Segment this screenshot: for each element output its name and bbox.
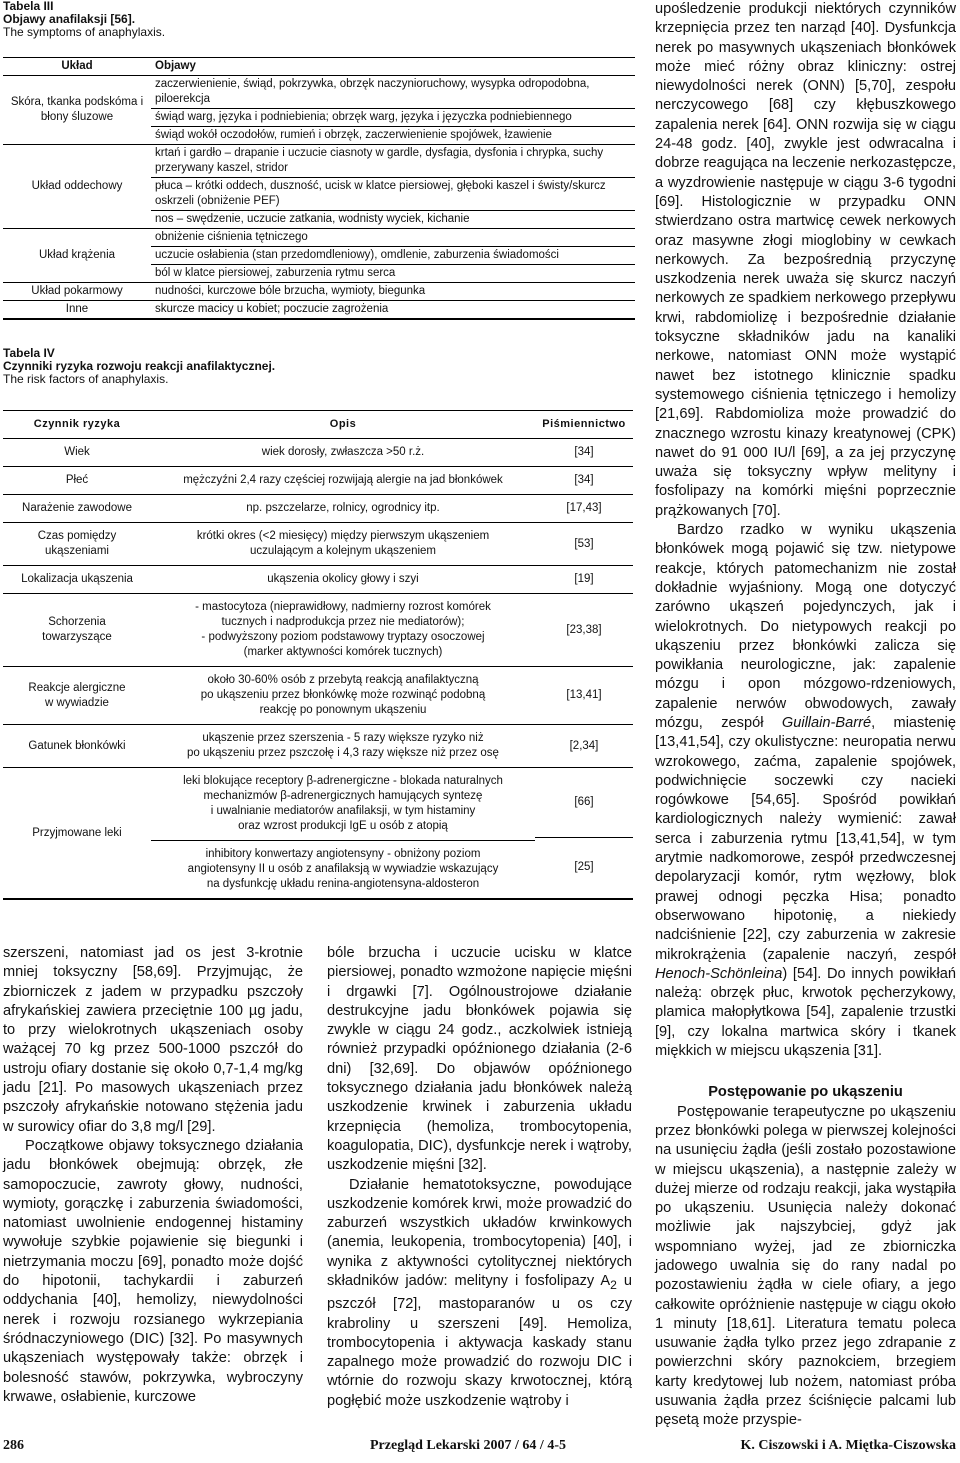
table3-system: Układ krążenia xyxy=(3,229,151,283)
table4-factor: Lokalizacja ukąszenia xyxy=(3,566,151,594)
paragraph: upośledzenie produkcji niektórych czynników krzepnięcia przez ten narząd [40]. Dysfunkcja nerek po masywnych ukąszeniach błonkówek może mieć różny obraz kliniczny: ostrej niewydolności nerek (ONN) [5,70], zespołu nerczycowego [68] czy kłębuszkowego zapalenia nerek [64]. ONN rozwija się w ciągu 24-48 godz. [40], zwykle jest odwracalna i dobrze reagująca na leczenie nerkozastępcze, a wyzdrowienie następuje w ciągu 3-6 tygodni [69]. Histologicznie w przypadku ONN stwierdzano ostra martwicę cewek nerkowych oraz masywne złogi mioglobiny w cewkach nerkowych. Za bezpośrednią przyczynę uszkodzenia nerek uważa się skurcz naczyń nerkowych ze spadkiem nerkowego przepływu krwi, rabdomiolizę i bezpośrednie działanie toksyczne składników jadu na kanaliki nerkowe, natomiast ONN może wystąpić nawet bez istotnego klinicznie spadku systemowego ciśnienia tętniczego i hemolizy [21,69]. Rabdomioliza może prowadzić do znacznego wzrostu kinazy kreatynowej (CPK) nawet do 91 000 IU/l [69], a za jej przyczynę uważa się toksyczny wpływ melityny i fosfolipazy na komórki mięśni poprzecznie prążkowanych [70]. xyxy=(655,1,956,519)
body-column-left xyxy=(3,944,303,1407)
italic-term: Henoch-Schönleina xyxy=(655,965,783,982)
paragraph: bóle brzucha i uczucie ucisku w klatce piersiowej, ponadto wzmożone napięcie mięśni i drgawki [7]. Ogólnoustrojowe działanie destrukcyjne jadu błonkówek pojawia się zwykle w ciągu 24 godz., aczkolwiek istnieją również przypadki opóźnionego działania (2-6 dni) [32,69]. Do objawów opóźnionego toksycznego działania jadu błonkówek należą uszkodzenie krwinek i zaburzenia układu krzepnięcia (hemoliza, trombocytopenia, koagulopatia, DIC), dysfunkcje nerek i wątroby, uszkodzenie mięśni [32]. xyxy=(327,945,632,1174)
table3-caption xyxy=(3,0,165,39)
table4-desc: leki blokujące receptory β-adrenergiczne - blokada naturalnych mechanizmów β-adrenergicznych hamujących syntezę i uwalnianie mediatorów anafilaksji, w tym histaminy oraz wzrost produkcji IgE u osób z atopią xyxy=(151,768,535,841)
table4-ref: [23,38] xyxy=(535,594,633,667)
table4-header-factor: Czynnik ryzyka xyxy=(3,411,151,439)
table4-caption xyxy=(3,347,275,386)
table4-ref: [66] xyxy=(535,769,633,838)
table3-symptom: uczucie osłabienia (stan przedomdleniowy), omdlenie, zaburzenia świadomości xyxy=(151,247,635,265)
table3-symptom: krtań i gardło – drapanie i uczucie ciasnoty w gardle, dysfagia, dysfonia i chrypka, suchy przerywany kaszel, stridor xyxy=(151,145,635,178)
table3-symptom: nos – swędzenie, uczucie zatkania, wodnisty wyciek, kichanie xyxy=(151,211,635,229)
body-column-middle xyxy=(327,944,632,1411)
table3-header-system: Układ xyxy=(3,58,151,76)
table3-symptom: świąd wokół oczodołów, rumień i obrzęk, zaczerwienienie spojówek, łzawienie xyxy=(151,127,635,145)
table3-title: Objawy anafilaksji [56]. xyxy=(3,12,136,26)
table4-factor: Narażenie zawodowe xyxy=(3,495,151,523)
table4 xyxy=(3,410,633,900)
text-run: u pszczół [72], mastoparanów u os czy krabroliny u szerszeni [49]. Hemoliza, trombocytopenia i aktywacja kaskady stanu zapalnego może prowadzić do rozwoju DIC i wtórnie do rozwoju skazy krwotocznej, którą pogłębić może uszkodzenie wątroby i xyxy=(327,1273,633,1409)
table4-ref: [2,34] xyxy=(535,725,633,768)
table3-header-symptoms: Objawy xyxy=(151,58,635,76)
table3-system: Układ oddechowy xyxy=(3,145,151,229)
table4-desc-cell xyxy=(151,768,535,900)
table4-desc: - mastocytoza (nieprawidłowy, nadmierny rozrost komórek tucznych i nadprodukcja przez nie mediatorów); - podwyższony poziom podstawowy tryptazy osoczowej (marker aktywności komórek tucznych) xyxy=(151,594,535,667)
text-run: Działanie hematotoksyczne, powodujące uszkodzenie komórek krwi, może prowadzić do zaburzeń wszystkich układów krwinkowych (anemia, leukopenia, trombocytopenia) [40], i wynika z aktywności cytolitycznej niektórych składników jadów: melityny i fosfolipazy A xyxy=(327,1176,632,1290)
table3-subtitle: The symptoms of anaphylaxis. xyxy=(3,25,166,39)
table4-factor: Czas pomiędzy ukąszeniami xyxy=(3,523,151,566)
table3-symptom: ból w klatce piersiowej, zaburzenia rytmu serca xyxy=(151,265,635,283)
table3-symptom: skurcze macicy u kobiet; poczucie zagrożenia xyxy=(151,301,635,320)
table4-desc: mężczyźni 2,4 razy częściej rozwijają alergie na jad błonkówek xyxy=(151,467,535,495)
text-run: , miastenię [13,41,54], czy okulistyczne: neuropatia nerwu wzrokowego, zaćma, zapalenie spojówek, podwichnięcie soczewki czy nacieki rogówkowe [54,65]. Spośród powikłań kardiologicznych należy wymienić: zawał serca i zaburzenia rytmu [13,41,54], w tym arytmie nadkomorowe, zespół przedwczesnej depolaryzacji komór, rytm węzłowy, blok prawej odnogi pęczka Hisa; ponadto obserwowano hipotonię, a niekiedy nadciśnienie [22], czy zaburzenia w zakresie mikrokrążenia (zapalenie naczyń, zespół xyxy=(655,714,956,963)
table4-factor: Schorzenia towarzyszące xyxy=(3,594,151,667)
table4-ref: [34] xyxy=(535,467,633,495)
table3-symptom: płuca – krótki oddech, duszność, ucisk w klatce piersiowej, głęboki kaszel i świsty/skurcz oskrzeli (obniżenie PEF) xyxy=(151,178,635,211)
table4-desc: inhibitory konwertazy angiotensyny - obniżony poziom angiotensyny II u osób z anafilaksją w wywiadzie wskazujący na dysfunkcję układu renina-angiotensyna-aldosteron xyxy=(187,848,499,890)
table4-factor: Gatunek błonkówki xyxy=(3,725,151,768)
table3-system: Układ pokarmowy xyxy=(3,283,151,301)
table4-factor: Reakcje alergiczne w wywiadzie xyxy=(3,667,151,725)
body-column-right xyxy=(655,0,956,1431)
authors: K. Ciszowski i A. Miętka-Ciszowska xyxy=(740,1438,956,1453)
table4-ref: [17,43] xyxy=(535,495,633,523)
text-run: ) [54]. Do innych powikłań należą: obrzęk płuc, krwotok pęcherzykowy, plamica małopłytkowa [54], zapalenie trzustki [9], czy lokalna martwica skóry i tkanek miękkich w miejscu ukąszenia [31]. xyxy=(655,965,956,1060)
table3-label: Tabela III xyxy=(3,0,54,13)
table3-symptom: obniżenie ciśnienia tętniczego xyxy=(151,229,635,247)
table3-symptom: świąd warg, języka i podniebienia; obrzęk warg, języka i języczka podniebiennego xyxy=(151,109,635,127)
table4-desc: ukąszenie przez szerszenia - 5 razy większe ryzyko niż po ukąszeniu przez pszczołę i 4,3 razy większe niż przez osę xyxy=(151,725,535,768)
table3-system: Inne xyxy=(3,301,151,320)
table4-ref-cell xyxy=(535,768,633,900)
table4-desc: około 30-60% osób z przebytą reakcją anafilaktyczną po ukąszeniu przez błonkówkę może rozwinąć podobną reakcję po ponownym ukąszeniu xyxy=(151,667,535,725)
paragraph xyxy=(655,521,956,1061)
table4-subtitle: The risk factors of anaphylaxis. xyxy=(3,372,169,386)
table4-ref: [53] xyxy=(535,523,633,566)
paragraph xyxy=(327,1176,632,1411)
table3-system: Skóra, tkanka podskóma i błony śluzowe xyxy=(3,76,151,145)
table4-factor: Przyjmowane leki xyxy=(3,768,151,900)
text-run: Bardzo rzadko w wyniku ukąszenia błonkówek mogą pojawić się tzw. nietypowe reakcje, których patomechanizm nie został dokładnie wyjaśniony. Mogą one dotyczyć zarówno ukąszeń pojedynczych, jak i wielokrotnych. Do nietypowych reakcji po ukąszeniu przez błonkówki zalicza się powikłania neurologiczne, jak: zapalenie mózgu i opon mózgowo-rdzeniowych, zapalenie nerwów obwodowych, zawały mózgu, zespół xyxy=(655,522,956,731)
table3-symptom: zaczerwienienie, świąd, pokrzywka, obrzęk naczynioruchowy, wysypka odropodobna, piloerekcja xyxy=(151,76,635,109)
table4-ref: [19] xyxy=(535,566,633,594)
table4-ref: [34] xyxy=(535,439,633,467)
table4-desc: np. pszczelarze, rolnicy, ogrodnicy itp. xyxy=(151,495,535,523)
table4-desc: ukąszenia okolicy głowy i szyi xyxy=(151,566,535,594)
table3 xyxy=(3,57,635,320)
table4-factor: Płeć xyxy=(3,467,151,495)
table3-symptom: nudności, kurczowe bóle brzucha, wymioty, biegunka xyxy=(151,283,635,301)
journal-name: Przegląd Lekarski 2007 / 64 / 4-5 xyxy=(370,1438,566,1453)
italic-term: Guillain-Barré xyxy=(781,714,872,731)
section-heading: Postępowanie po ukąszeniu xyxy=(708,1084,903,1101)
table4-ref: [13,41] xyxy=(535,667,633,725)
table4-factor: Wiek xyxy=(3,439,151,467)
page-number: 286 xyxy=(3,1438,24,1453)
table4-label: Tabela IV xyxy=(3,346,55,360)
table4-header-ref: Piśmiennictwo xyxy=(535,411,633,439)
table4-title: Czynniki ryzyka rozwoju reakcji anafilaktycznej. xyxy=(3,359,276,373)
paragraph: Początkowe objawy toksycznego działania jadu błonkówek obejmują: obrzęk, złe samopoczucie, zawroty głowy, nudności, wymioty, gorączkę i zaburzenia świadomości, natomiast uwolnienie endogennej histaminy wywołuje szybkie pojawienie się biegunki i nietrzymania moczu [69], ponadto może dojść do hipotonii, tachykardii i zaburzeń oddychania [40], hemolizy, niewydolności nerek i rozwoju rozsianego wykrzepiania śródnaczyniowego (DIC) [32]. Po masywnych ukąszeniach występowały także: obrzęk i bolesność stawów, pokrzywka, wybroczyny krwawe, osłabienie, kurczowe xyxy=(3,1137,303,1405)
subscript: 2 xyxy=(610,1277,617,1292)
paragraph: Postępowanie terapeutyczne po ukąszeniu przez błonkówki polega w pierwszej kolejności na usunięciu żądła (jeśli zostało pozostawione w miejscu ukąszenia), a następnie zależy w dużej mierze od rodzaju reakcji, jaka wystąpiła po ukąszeniu. Usunięcia należy dokonać możliwie jak najszybciej, gdyż jak wspomniano wyżej, jad ze zbiorniczka jadowego uwalnia się do rany nadal po pozostawieniu żądła w ciele ofiary, a jego całkowite opróżnienie następuje w ciągu około 1 minuty [18,61]. Literatura tematu poleca usuwanie żądła tylko przez jego zdrapanie z powierzchni skóry paznokciem, brzegiem karty kredytowej lub nożem, natomiast próba usuwania żądła przez ściśnięcie palcami lub pęsetą może przyspie- xyxy=(655,1103,956,1429)
table4-desc: krótki okres (<2 miesięcy) między pierwszym ukąszeniem uczulającym a kolejnym ukąszeniem xyxy=(151,523,535,566)
paragraph: szerszeni, natomiast jad os jest 3-krotnie mniej toksyczny [58,69]. Przyjmując, że zbiorniczek z jadem w przypadku pszczoły afrykańskiej zawiera przeciętnie 100 µg jadu, to przy wielokrotnych ukąszeniach osoby ważącej 70 kg przez 500-1000 pszczół do ustroju ofiary dostanie się około 0,7-1,4 mg/kg jadu [21]. Po masowych ukąszeniach przez pszczoły afrykańskie notowano stężenia jadu w surowicy ofiar do 3,8 mg/l [29]. xyxy=(3,945,303,1135)
table4-ref: [25] xyxy=(574,861,594,873)
table4-header-desc: Opis xyxy=(151,411,535,439)
table4-desc: wiek dorosły, zwłaszcza >50 r.ż. xyxy=(151,439,535,467)
